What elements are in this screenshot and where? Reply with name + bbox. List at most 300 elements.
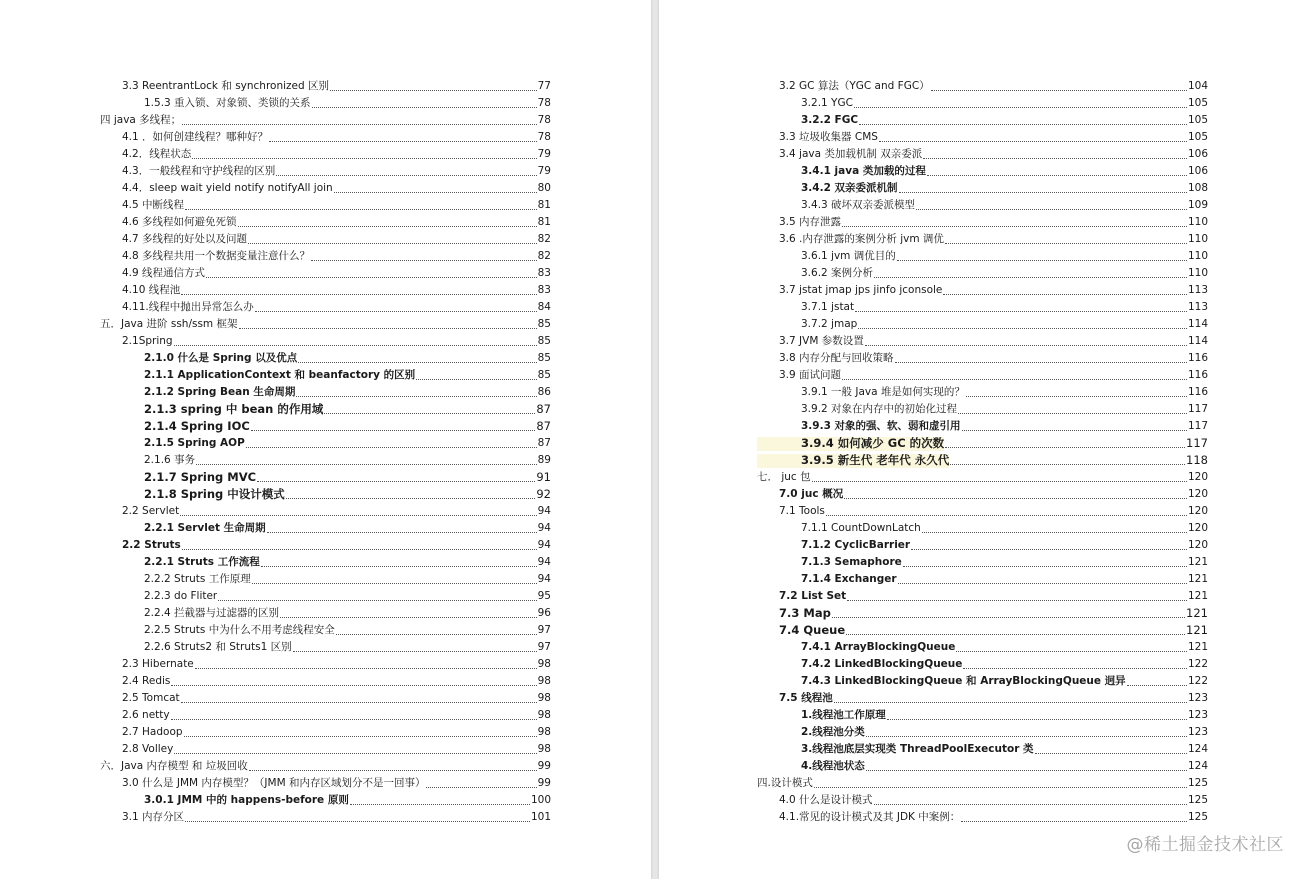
dot-leader — [269, 141, 537, 142]
toc-entry[interactable] — [100, 519, 551, 536]
toc-entry[interactable] — [757, 502, 1208, 519]
toc-entry[interactable] — [757, 179, 1208, 196]
toc-entry-title: 2.1.0 什么是 Spring 以及优点 — [144, 352, 298, 364]
toc-entry[interactable] — [757, 672, 1208, 689]
dot-leader — [842, 226, 1187, 227]
toc-entry[interactable] — [757, 655, 1208, 672]
dot-leader — [963, 668, 1187, 669]
toc-entry-page-number: 94 — [537, 522, 551, 534]
toc-entry[interactable] — [757, 400, 1208, 417]
toc-entry-title: 2.3 Hibernate — [122, 658, 194, 670]
toc-entry-page-number: 87 — [536, 402, 551, 416]
dot-leader — [255, 311, 537, 312]
toc-entry-title: 7.2 List Set — [779, 590, 847, 602]
toc-entry-page-number: 87 — [536, 419, 551, 433]
toc-entry[interactable] — [100, 298, 551, 315]
toc-entry[interactable] — [757, 94, 1208, 111]
toc-entry-title: 4.8 多线程共用一个数据变量注意什么？ — [122, 250, 311, 262]
dot-leader — [182, 549, 537, 550]
toc-entry-title: 3.3 ReentrantLock 和 synchronized 区别 — [122, 80, 330, 92]
dot-leader — [887, 719, 1187, 720]
toc-entry[interactable] — [757, 349, 1208, 366]
dot-leader — [923, 158, 1187, 159]
toc-entry-title: 3.0 什么是 JMM 内存模型？（JMM 和内存区域划分不是一回事） — [122, 777, 426, 789]
toc-entry[interactable] — [757, 281, 1208, 298]
toc-entry-page-number: 91 — [536, 470, 551, 484]
dot-leader — [195, 668, 537, 669]
dot-leader — [334, 192, 537, 193]
toc-entry-page-number: 122 — [1187, 658, 1208, 670]
dot-leader — [874, 277, 1187, 278]
toc-entry-page-number: 98 — [537, 658, 551, 670]
toc-entry-title: 7.1.2 CyclicBarrier — [801, 539, 911, 551]
toc-entry[interactable] — [757, 145, 1208, 162]
toc-entry[interactable] — [100, 808, 551, 825]
toc-entry[interactable] — [100, 587, 551, 604]
dot-leader — [181, 294, 536, 295]
toc-entry[interactable] — [757, 587, 1208, 604]
dot-leader — [180, 515, 536, 516]
dot-leader — [181, 702, 537, 703]
toc-entry[interactable] — [757, 77, 1208, 94]
dot-leader — [192, 158, 536, 159]
toc-entry[interactable] — [100, 179, 551, 196]
toc-entry-page-number: 117 — [1187, 420, 1208, 432]
toc-entry-title: 2.1.5 Spring AOP — [144, 437, 245, 449]
dot-leader — [832, 617, 1185, 618]
dot-leader — [943, 294, 1187, 295]
toc-entry-title: 3.9 面试问题 — [779, 369, 842, 381]
toc-entry[interactable] — [757, 434, 1208, 451]
toc-entry-page-number: 98 — [537, 675, 551, 687]
toc-entry-page-number: 121 — [1186, 623, 1208, 637]
toc-entry-title: 3.9.4 如何减少 GC 的次数 — [757, 437, 944, 451]
toc-entry[interactable] — [100, 757, 551, 774]
toc-entry-page-number: 124 — [1187, 743, 1208, 755]
toc-entry-title: 2.2.1 Servlet 生命周期 — [144, 522, 266, 534]
dot-leader — [218, 600, 536, 601]
toc-entry[interactable] — [100, 468, 551, 485]
toc-entry[interactable] — [757, 230, 1208, 247]
toc-entry-title: 2.1.7 Spring MVC — [144, 471, 257, 484]
toc-entry-page-number: 94 — [537, 556, 551, 568]
toc-entry[interactable] — [100, 94, 551, 111]
toc-entry-page-number: 106 — [1187, 148, 1208, 160]
toc-entry-page-number: 105 — [1187, 114, 1208, 126]
toc-entry-title: 2.7 Hadoop — [122, 726, 183, 738]
toc-entry-page-number: 81 — [537, 216, 551, 228]
toc-entry[interactable] — [757, 383, 1208, 400]
dot-leader — [956, 651, 1187, 652]
dot-leader — [206, 277, 537, 278]
toc-entry-title: 3.6 .内存泄露的案例分析 jvm 调优 — [779, 233, 944, 245]
toc-entry-title: 7.1.1 CountDownLatch — [801, 522, 921, 534]
toc-entry[interactable] — [100, 451, 551, 468]
toc-entry[interactable] — [757, 808, 1208, 825]
dot-leader — [922, 532, 1187, 533]
toc-entry-page-number: 80 — [537, 182, 551, 194]
toc-entry-title: 3.7 jstat jmap jps jinfo jconsole — [779, 284, 943, 296]
toc-entry-page-number: 122 — [1187, 675, 1208, 687]
dot-leader — [426, 787, 536, 788]
toc-entry-title: 7.5 线程池 — [779, 692, 833, 704]
toc-entry-title: 7.4.3 LinkedBlockingQueue 和 ArrayBlockingQueue 迥异 — [801, 675, 1126, 687]
toc-entry[interactable] — [100, 366, 551, 383]
dot-leader — [185, 821, 530, 822]
toc-entry-title: 四 java 多线程； — [100, 114, 182, 126]
toc-entry[interactable] — [757, 417, 1208, 434]
toc-entry-title: 2.1.1 ApplicationContext 和 beanfactory 的区别 — [144, 369, 416, 381]
toc-entry-page-number: 106 — [1187, 165, 1208, 177]
toc-entry-page-number: 98 — [537, 726, 551, 738]
toc-entry-title: 2.4 Redis — [122, 675, 171, 687]
toc-entry-title: 2.2.5 Struts 中为什么不用考虑线程安全 — [144, 624, 335, 636]
dot-leader — [927, 175, 1187, 176]
toc-entry-page-number: 85 — [537, 352, 551, 364]
toc-entry[interactable] — [757, 213, 1208, 230]
toc-entry-page-number: 124 — [1187, 760, 1208, 772]
toc-entry-page-number: 97 — [537, 624, 551, 636]
dot-leader — [298, 362, 536, 363]
toc-entry[interactable] — [100, 77, 551, 94]
toc-entry-page-number: 82 — [537, 250, 551, 262]
toc-list-left — [100, 77, 551, 825]
toc-entry-page-number: 97 — [537, 641, 551, 653]
toc-entry[interactable] — [100, 485, 551, 502]
toc-entry-title: 2.1.3 spring 中 bean 的作用域 — [144, 403, 324, 416]
watermark: @稀土掘金技术社区 — [1126, 835, 1284, 855]
dot-leader — [1127, 685, 1187, 686]
toc-entry-page-number: 121 — [1186, 606, 1208, 620]
dot-leader — [330, 90, 537, 91]
toc-entry[interactable] — [757, 298, 1208, 315]
toc-entry-page-number: 77 — [537, 80, 551, 92]
toc-entry-title: 五．Java 进阶 ssh/ssm 框架 — [100, 318, 238, 330]
toc-entry[interactable] — [100, 621, 551, 638]
toc-entry[interactable] — [100, 723, 551, 740]
dot-leader — [958, 413, 1187, 414]
toc-entry-page-number: 118 — [1186, 453, 1208, 467]
dot-leader — [866, 770, 1187, 771]
toc-entry-page-number: 105 — [1187, 131, 1208, 143]
toc-entry[interactable] — [757, 604, 1208, 621]
toc-entry[interactable] — [100, 502, 551, 519]
toc-entry[interactable] — [757, 638, 1208, 655]
document-page-right — [659, 0, 1310, 879]
toc-entry[interactable] — [100, 791, 551, 808]
toc-entry[interactable] — [757, 366, 1208, 383]
dot-leader — [895, 362, 1187, 363]
toc-entry-title: 七． juc 包 — [757, 471, 811, 483]
dot-leader — [246, 447, 537, 448]
toc-entry[interactable] — [100, 383, 551, 400]
toc-entry[interactable] — [100, 213, 551, 230]
dot-leader — [945, 447, 1185, 448]
dot-leader — [812, 481, 1187, 482]
toc-entry-title: 4.4．sleep wait yield notify notifyAll join — [122, 182, 333, 194]
toc-entry-page-number: 99 — [537, 777, 551, 789]
toc-entry[interactable] — [757, 111, 1208, 128]
toc-entry-title: 3.4.3 破坏双亲委派模型 — [801, 199, 916, 211]
dot-leader — [311, 260, 537, 261]
toc-entry-page-number: 116 — [1187, 369, 1208, 381]
dot-leader — [866, 736, 1187, 737]
toc-entry[interactable] — [100, 536, 551, 553]
toc-entry[interactable] — [757, 196, 1208, 213]
toc-entry-title: 3.4.1 java 类加载的过程 — [801, 165, 926, 177]
toc-entry-page-number: 98 — [537, 692, 551, 704]
toc-entry[interactable] — [757, 162, 1208, 179]
toc-entry-title: 7.1.3 Semaphore — [801, 556, 902, 568]
toc-entry[interactable] — [100, 400, 551, 417]
toc-entry[interactable] — [100, 162, 551, 179]
toc-entry[interactable] — [100, 145, 551, 162]
toc-entry-title: 3.8 内存分配与回收策略 — [779, 352, 894, 364]
toc-entry-page-number: 113 — [1187, 301, 1208, 313]
toc-entry-title: 2.6 netty — [122, 709, 170, 721]
toc-entry[interactable] — [100, 332, 551, 349]
toc-entry-title: 3.7 JVM 参数设置 — [779, 335, 864, 347]
toc-entry-page-number: 95 — [537, 590, 551, 602]
toc-entry-page-number: 110 — [1187, 216, 1208, 228]
toc-entry-title: 4.1.常见的设计模式及其 JDK 中案例： — [779, 811, 961, 823]
dot-leader — [911, 549, 1187, 550]
toc-entry[interactable] — [757, 570, 1208, 587]
toc-entry[interactable] — [757, 774, 1208, 791]
toc-entry[interactable] — [757, 757, 1208, 774]
toc-entry-page-number: 121 — [1187, 573, 1208, 585]
toc-entry-page-number: 121 — [1187, 641, 1208, 653]
toc-entry-title: 3.7.2 jmap — [801, 318, 858, 330]
toc-entry[interactable] — [100, 672, 551, 689]
toc-entry-title: 2.2.1 Struts 工作流程 — [144, 556, 260, 568]
toc-entry[interactable] — [100, 434, 551, 451]
toc-entry[interactable] — [757, 621, 1208, 638]
dot-leader — [261, 566, 537, 567]
toc-entry-page-number: 114 — [1187, 318, 1208, 330]
toc-entry[interactable] — [757, 723, 1208, 740]
toc-entry[interactable] — [757, 128, 1208, 145]
toc-entry[interactable] — [100, 570, 551, 587]
document-page-left — [0, 0, 651, 879]
toc-entry[interactable] — [100, 111, 551, 128]
toc-entry-page-number: 121 — [1187, 590, 1208, 602]
toc-entry-title: 2.1.4 Spring IOC — [144, 420, 250, 433]
dot-leader — [897, 260, 1187, 261]
dot-leader — [239, 328, 537, 329]
toc-entry[interactable] — [757, 247, 1208, 264]
dot-leader — [171, 685, 536, 686]
dot-leader — [257, 481, 535, 482]
dot-leader — [945, 243, 1187, 244]
toc-entry-page-number: 110 — [1187, 250, 1208, 262]
toc-entry[interactable] — [100, 655, 551, 672]
dot-leader — [842, 379, 1187, 380]
toc-entry[interactable] — [100, 638, 551, 655]
toc-entry-title: 3.9.3 对象的强、软、弱和虚引用 — [801, 420, 961, 432]
toc-entry-page-number: 92 — [536, 487, 551, 501]
toc-entry-title: 4.9 线程通信方式 — [122, 267, 206, 279]
toc-entry[interactable] — [757, 315, 1208, 332]
toc-entry[interactable] — [757, 706, 1208, 723]
toc-entry-title: 4.线程池状态 — [801, 760, 865, 772]
toc-entry-page-number: 120 — [1187, 488, 1208, 500]
toc-entry-title: 2.1.2 Spring Bean 生命周期 — [144, 386, 296, 398]
toc-entry-title: 3.6.2 案例分析 — [801, 267, 874, 279]
dot-leader — [293, 651, 537, 652]
toc-entry[interactable] — [100, 553, 551, 570]
toc-entry-page-number: 123 — [1187, 726, 1208, 738]
toc-entry[interactable] — [757, 332, 1208, 349]
toc-entry-title: 7.4.1 ArrayBlockingQueue — [801, 641, 956, 653]
toc-entry-page-number: 78 — [537, 131, 551, 143]
toc-entry-title: 3.2.2 FGC — [801, 114, 859, 126]
dot-leader — [865, 345, 1187, 346]
toc-entry[interactable] — [100, 689, 551, 706]
dot-leader — [182, 124, 536, 125]
dot-leader — [1035, 753, 1187, 754]
toc-entry-title: 2.线程池分类 — [801, 726, 865, 738]
toc-entry-title: 7.4.2 LinkedBlockingQueue — [801, 658, 963, 670]
toc-entry-title: 2.5 Tomcat — [122, 692, 180, 704]
toc-entry[interactable] — [757, 791, 1208, 808]
toc-entry[interactable] — [757, 485, 1208, 502]
toc-entry-title: 4.2．线程状态 — [122, 148, 192, 160]
dot-leader — [238, 226, 537, 227]
toc-entry[interactable] — [757, 519, 1208, 536]
toc-entry-page-number: 123 — [1187, 709, 1208, 721]
toc-entry-page-number: 85 — [537, 318, 551, 330]
dot-leader — [950, 464, 1185, 465]
toc-entry-title: 3.2.1 YGC — [801, 97, 853, 109]
toc-entry-page-number: 125 — [1187, 794, 1208, 806]
toc-entry-page-number: 98 — [537, 709, 551, 721]
toc-entry-title: 3.9.5 新生代 老年代 永久代 — [757, 454, 949, 468]
toc-entry-title: 1.5.3 重入锁、对象锁、类锁的关系 — [144, 97, 311, 109]
dot-leader — [858, 328, 1187, 329]
toc-entry-page-number: 85 — [537, 335, 551, 347]
toc-entry-title: 1.线程池工作原理 — [801, 709, 886, 721]
toc-entry-page-number: 104 — [1187, 80, 1208, 92]
toc-entry-page-number: 86 — [537, 386, 551, 398]
dot-leader — [814, 787, 1187, 788]
toc-entry-title: 2.2 Struts — [122, 539, 181, 551]
dot-leader — [174, 345, 537, 346]
dot-leader — [855, 311, 1187, 312]
toc-entry-title: 六．Java 内存模型 和 垃圾回收 — [100, 760, 248, 772]
toc-entry-title: 2.1.8 Spring 中设计模式 — [144, 488, 285, 501]
dot-leader — [903, 566, 1187, 567]
dot-leader — [847, 600, 1187, 601]
toc-entry-title: 4.5 中断线程 — [122, 199, 185, 211]
dot-leader — [296, 396, 536, 397]
toc-entry[interactable] — [757, 451, 1208, 468]
toc-entry[interactable] — [100, 196, 551, 213]
dot-leader — [276, 175, 536, 176]
toc-entry[interactable] — [757, 264, 1208, 281]
toc-entry[interactable] — [100, 740, 551, 757]
toc-entry-title: 2.2.4 拦截器与过滤器的区别 — [144, 607, 280, 619]
toc-entry-title: 4.10 线程池 — [122, 284, 181, 296]
toc-entry-title: 2.1.6 事务 — [144, 454, 196, 466]
toc-entry[interactable] — [100, 349, 551, 366]
toc-entry-page-number: 125 — [1187, 811, 1208, 823]
toc-entry-title: 7.1.4 Exchanger — [801, 573, 897, 585]
toc-entry-page-number: 78 — [537, 97, 551, 109]
dot-leader — [859, 124, 1187, 125]
dot-leader — [251, 430, 536, 431]
toc-entry-page-number: 82 — [537, 233, 551, 245]
dot-leader — [249, 770, 537, 771]
dot-leader — [834, 702, 1187, 703]
toc-entry[interactable] — [100, 264, 551, 281]
toc-entry[interactable] — [100, 706, 551, 723]
dot-leader — [174, 753, 536, 754]
toc-entry-page-number: 121 — [1187, 556, 1208, 568]
toc-entry[interactable] — [757, 553, 1208, 570]
dot-leader — [185, 209, 537, 210]
toc-entry[interactable] — [100, 604, 551, 621]
dot-leader — [324, 413, 535, 414]
toc-entry-title: 4.7 多线程的好处以及问题 — [122, 233, 248, 245]
toc-entry-page-number: 120 — [1187, 471, 1208, 483]
toc-entry[interactable] — [757, 689, 1208, 706]
toc-entry-title: 4.3．一般线程和守护线程的区别 — [122, 165, 276, 177]
toc-entry-page-number: 79 — [537, 165, 551, 177]
toc-entry-title: 3.2 GC 算法（YGC and FGC） — [779, 80, 930, 92]
toc-entry-page-number: 110 — [1187, 267, 1208, 279]
toc-entry-title: 7.0 juc 概况 — [779, 488, 844, 500]
toc-list-right — [757, 77, 1208, 825]
toc-entry-page-number: 84 — [537, 301, 551, 313]
toc-entry[interactable] — [100, 774, 551, 791]
toc-entry[interactable] — [100, 247, 551, 264]
toc-entry[interactable] — [757, 740, 1208, 757]
toc-entry-page-number: 83 — [537, 267, 551, 279]
toc-entry-page-number: 98 — [537, 743, 551, 755]
toc-entry[interactable] — [100, 230, 551, 247]
dot-leader — [252, 583, 537, 584]
toc-entry-page-number: 81 — [537, 199, 551, 211]
dot-leader — [826, 515, 1187, 516]
toc-entry-page-number: 94 — [537, 505, 551, 517]
toc-entry[interactable] — [100, 128, 551, 145]
dot-leader — [171, 719, 537, 720]
dot-leader — [916, 209, 1187, 210]
toc-entry-page-number: 96 — [537, 607, 551, 619]
toc-entry-title: 4.0 什么是设计模式 — [779, 794, 873, 806]
dot-leader — [312, 107, 537, 108]
toc-entry[interactable] — [757, 468, 1208, 485]
toc-entry-page-number: 117 — [1187, 403, 1208, 415]
toc-entry[interactable] — [100, 417, 551, 434]
toc-entry[interactable] — [100, 281, 551, 298]
toc-entry-page-number: 85 — [537, 369, 551, 381]
dot-leader — [931, 90, 1187, 91]
toc-entry-title: 3.0.1 JMM 中的 happens-before 原则 — [144, 794, 349, 806]
toc-entry-page-number: 99 — [537, 760, 551, 772]
toc-entry-title: 四.设计模式 — [757, 777, 813, 789]
toc-entry-page-number: 83 — [537, 284, 551, 296]
toc-entry-title: 7.3 Map — [779, 607, 831, 620]
toc-entry[interactable] — [757, 536, 1208, 553]
toc-entry-title: 3.6.1 jvm 调优目的 — [801, 250, 896, 262]
toc-entry-title: 2.2 Servlet — [122, 505, 180, 517]
toc-entry-page-number: 89 — [537, 454, 551, 466]
dot-leader — [248, 243, 537, 244]
toc-entry[interactable] — [100, 315, 551, 332]
toc-entry-page-number: 116 — [1187, 386, 1208, 398]
